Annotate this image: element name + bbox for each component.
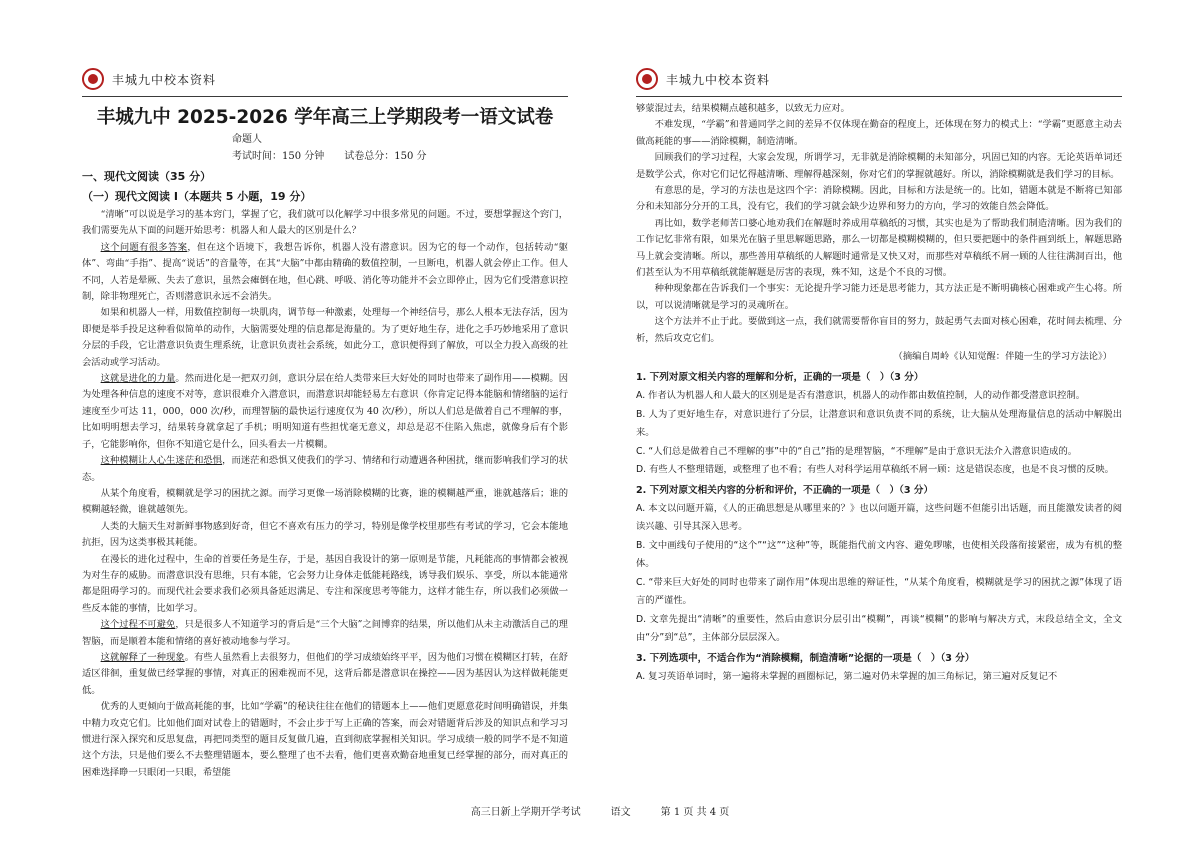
passage-paragraph: 回顾我们的学习过程，大家会发现，所谓学习，无非就是消除模糊的未知部分，巩固已知的内容。无论英语单词还是数学公式，你对它们记忆得越清晰、理解得越深刻，你对它们的掌握就越好。所以，消除模糊就是我们学习的目标。 bbox=[636, 152, 1122, 180]
passage-paragraph: 不难发现，“学霸”和普通同学之间的差异不仅体现在勤奋的程度上，还体现在努力的模式上：“学霸”更愿意主动去做高耗能的事——消除模糊，制造清晰。 bbox=[636, 119, 1122, 147]
school-header-right bbox=[636, 62, 1122, 97]
passage-paragraph: 有意思的是，学习的方法也是这四个字：消除模糊。因此，目标和方法是统一的。比如，错题本就是不断将已知部分和未知部分分开的工具，没有它，我们的学习就会缺少边界和努力的方向，学习的效能自然会降低。 bbox=[636, 185, 1122, 213]
underlined-sentence: 这个问题有很多答案 bbox=[100, 241, 188, 253]
passage-paragraph: 这个方法并不止于此。要做到这一点，我们就需要帮你盲目的努力，鼓起勇气去面对核心困难，花时间去梳理、分析，然后攻克它们。 bbox=[636, 316, 1122, 344]
passage-paragraph: “清晰”可以说是学习的基本窍门，掌握了它，我们就可以化解学习中很多常见的问题。不过，要想掌握这个窍门，我们需要先从下面的问题开始思考：机器人和人最大的区别是什么？ bbox=[82, 209, 568, 237]
answer-option[interactable]: C. “人们总是做着自己不理解的事”中的“自己”指的是理智脑，“不理解”是由于意识无法介入潜意识造成的。 bbox=[636, 445, 1078, 457]
passage-paragraph: 优秀的人更倾向于做高耗能的事，比如“学霸”的秘诀往往在他们的错题本上——他们更愿意花时间明确错误，并集中精力攻克它们。比如他们面对试卷上的错题时，不会止步于写上正确的答案，而会对错题背后涉及的知识点和学习习惯进行深入探究和反思复盘，再把同类型的题目反复做几遍，直到彻底掌握相关知识。学习成绩一般的同学不是不知道这个方法，只是他们要么不去整理错题本，要么整理了也不去看，他们更喜欢勤奋地重复已经掌握的部分，而对真正的困难选择睁一只眼闭一只眼，希望能 bbox=[82, 701, 568, 778]
passage-paragraph: 这就解释了一种现象。有些人虽然看上去很努力，但他们的学习成绩始终平平，因为他们习惯在模糊区打转，在舒适区徘徊，重复做已经掌握的事情，对真正的困难视而不见，这背后都是潜意识在操控——因为基因认为这样做耗能更低。 bbox=[82, 651, 568, 696]
passage-paragraph: 如果和机器人一样，用数值控制每一块肌肉，调节每一种激素，处理每一个神经信号，那么人根本无法存活，因为即便是举手投足这种看似简单的动作，大脑需要处理的信息都是海量的。为了更好地生存，进化之手巧妙地采用了意识分层的手段，它让潜意识负责生理系统，让意识负责社会系统，如此分工，意识便得到了解放，可以全力投入高级的社会活动或学习活动。 bbox=[82, 307, 568, 368]
school-header bbox=[82, 62, 568, 97]
underlined-sentence: 这种模糊让人心生迷茫和恐惧 bbox=[100, 455, 223, 467]
passage-paragraph: 种种现象都在告诉我们一个事实：无论提升学习能力还是思考能力，其方法正是不断明确核心困难或产生心将。所以，可以说清晰就是学习的灵魂所在。 bbox=[636, 283, 1122, 311]
left-column bbox=[82, 62, 568, 781]
passage-paragraph: 够蒙混过去，结果模糊点越积越多，以致无力应对。 bbox=[636, 103, 850, 114]
underlined-sentence: 这就解释了一种现象 bbox=[100, 651, 185, 663]
source-citation: （摘编自周岭《认知觉醒：伴随一生的学习方法论》） bbox=[893, 351, 1112, 363]
underlined-sentence: 这就是进化的力量 bbox=[100, 373, 176, 385]
passage-paragraph: 从某个角度看，模糊就是学习的困扰之源。而学习更像一场消除模糊的比赛，谁的模糊越严重，谁就越落后；谁的模糊越轻微，谁就越领先。 bbox=[82, 487, 568, 516]
passage-paragraph: 在漫长的进化过程中，生命的首要任务是生存，于是，基因自我设计的第一原则是节能，凡耗能高的事情都会被视为对生存的威胁。而潜意识没有思维，只有本能，它会努力让身体走低能耗路线，诱导我们娱乐、享受，所以本能通常都是阻碍学习的。而现代社会要求我们必须具备延迟满足、专注和深度思考等能力，这样才能生存，所以我们必须做一些反本能的事情，比如学习。 bbox=[82, 553, 568, 614]
answer-option[interactable]: A. 复习英语单词时，第一遍将未掌握的画圈标记，第二遍对仍未掌握的加三角标记，第三遍对反复记不 bbox=[636, 670, 1058, 682]
answer-option[interactable]: B. 人为了更好地生存，对意识进行了分层，让潜意识和意识负责不同的系统，让大脑从处理海量信息的活动中解脱出来。 bbox=[636, 408, 1122, 439]
author-label: 命题人 bbox=[232, 134, 262, 145]
school-label: 丰城九中校本资料 bbox=[112, 72, 217, 87]
question-stem: 3. 下列选项中，不适合作为“消除模糊，制造清晰”论据的一项是（ ）（3 分） bbox=[636, 652, 975, 664]
passage-paragraph: 这就是进化的力量。然而进化是一把双刃剑，意识分层在给人类带来巨大好处的同时也带来了副作用——模糊。因为处理各种信息的速度不对等，意识很难介入潜意识，而潜意识却能轻易左右意识（你肯定记得本能脑和情绪脑的运行速度至少可达 11，000，000 次/秒，而理智脑的最快运行速度仅为 40 次/秒），所以人们总是做着自己不理解的事，比如明明想去学习，结果转身就拿起了手机；明明知道有些担忧毫无意义，却总是忍不住陷入焦虑，就像身后有个影子，它能影响你，但你不知道它是什么，回头看去一片模糊。 bbox=[82, 373, 568, 450]
school-seal-icon bbox=[636, 68, 658, 90]
school-label: 丰城九中校本资料 bbox=[666, 72, 771, 87]
answer-option[interactable]: B. 文中画线句子使用的“这个”“这”“这种”等，既能指代前文内容、避免啰嗦，也使相关段落衔接紧密，成为有机的整体。 bbox=[636, 539, 1122, 570]
answer-option[interactable]: A. 本文以问题开篇，《人的正确思想是从哪里来的？》也以问题开篇，这些问题不但能引出话题，而且能激发读者的阅读兴趣、引导其深入思考。 bbox=[636, 502, 1122, 533]
question-stem: 1. 下列对原文相关内容的理解和分析，正确的一项是（ ）（3 分） bbox=[636, 372, 924, 384]
reading-passage-right bbox=[636, 101, 1122, 314]
answer-option[interactable]: D. 文章先提出“清晰”的重要性，然后由意识分层引出“模糊”，再谈“模糊”的影响与解决方式，末段总结全文，全文由“分”到“总”，主体部分层层深入。 bbox=[636, 613, 1122, 644]
reading-passage-left bbox=[82, 207, 568, 781]
answer-option[interactable]: D. 有些人不整理错题，或整理了也不看；有些人对科学运用草稿纸不屑一顾：这是错误态度，也是不良习惯的反映。 bbox=[636, 464, 1114, 476]
passage-paragraph: 这种模糊让人心生迷茫和恐惧，而迷茫和恐惧又使我们的学习、情绪和行动遭遇各种困扰，继而影响我们学习的状态。 bbox=[82, 455, 568, 483]
exam-meta: 考试时间：150 分钟 试卷总分：150 分 bbox=[232, 151, 427, 162]
question-list bbox=[636, 369, 1122, 686]
school-seal-icon bbox=[82, 68, 104, 90]
answer-option[interactable]: C. “带来巨大好处的同时也带来了副作用”体现出思维的辩证性，“从某个角度看，模糊就是学习的困扰之源”体现了语言的严谨性。 bbox=[636, 576, 1122, 607]
answer-option[interactable]: A. 作者认为机器人和人最大的区别是是否有潜意识，机器人的动作都由数值控制，人的动作都受潜意识控制。 bbox=[636, 390, 1086, 402]
passage-paragraph: 再比如，数学老师苦口婆心地劝我们在解题时养成用草稿纸的习惯，其实也是为了帮助我们制造清晰。因为我们的工作记忆非常有限，如果光在脑子里思解题思路，那么一切都是模糊模糊的，但只要把题中的条件画到纸上，解题思路马上就会变清晰。所以，那些善用草稿纸的人解题时通常是又快又对，而那些对草稿纸不屑一顾的人往往满洞百出，他们甚至认为不用草稿纸就能解题是厉害的表现，殊不知，这是个不良的习惯。 bbox=[636, 217, 1122, 279]
subsection-heading: （一）现代文阅读 I（本题共 5 小题，19 分） bbox=[82, 190, 312, 203]
passage-paragraph: 这个问题有很多答案，但在这个语境下，我想告诉你，机器人没有潜意识。因为它的每一个动作，包括转动“躯体”、弯曲“手指”、提高“说话”的音量等，在其“大脑”中都由精确的数值控制，一旦断电，机器人就会停止工作。但人不同，人若是晕厥、失去了意识，虽然会瘫倒在地，但心跳、呼吸、消化等功能并不会立即停止，因为它们受潜意识控制，除非物理死亡，否则潜意识永远不会消失。 bbox=[82, 241, 568, 303]
right-column bbox=[636, 62, 1122, 686]
exam-title: 丰城九中 2025-2026 学年高三上学期段考一语文试卷 bbox=[96, 107, 554, 128]
section-heading: 一、现代文阅读（35 分） bbox=[82, 170, 212, 183]
underlined-sentence: 这个过程不可避免 bbox=[100, 619, 176, 631]
page-footer: 高三日新上学期开学考试 语文 第 1 页 共 4 页 bbox=[470, 807, 730, 818]
passage-paragraph: 人类的大脑天生对新鲜事物感到好奇，但它不喜欢有压力的学习，特别是像学校里那些有考试的学习，它会本能地抗拒，因为这类事极其耗能。 bbox=[82, 520, 568, 549]
question-stem: 2. 下列对原文相关内容的分析和评价，不正确的一项是（ ）（3 分） bbox=[636, 484, 934, 496]
passage-paragraph: 这个过程不可避免，只是很多人不知道学习的背后是“三个大脑”之间博弈的结果，所以他们从未主动激活自己的理智脑，而是顺着本能和情绪的喜好被动地参与学习。 bbox=[82, 619, 568, 647]
